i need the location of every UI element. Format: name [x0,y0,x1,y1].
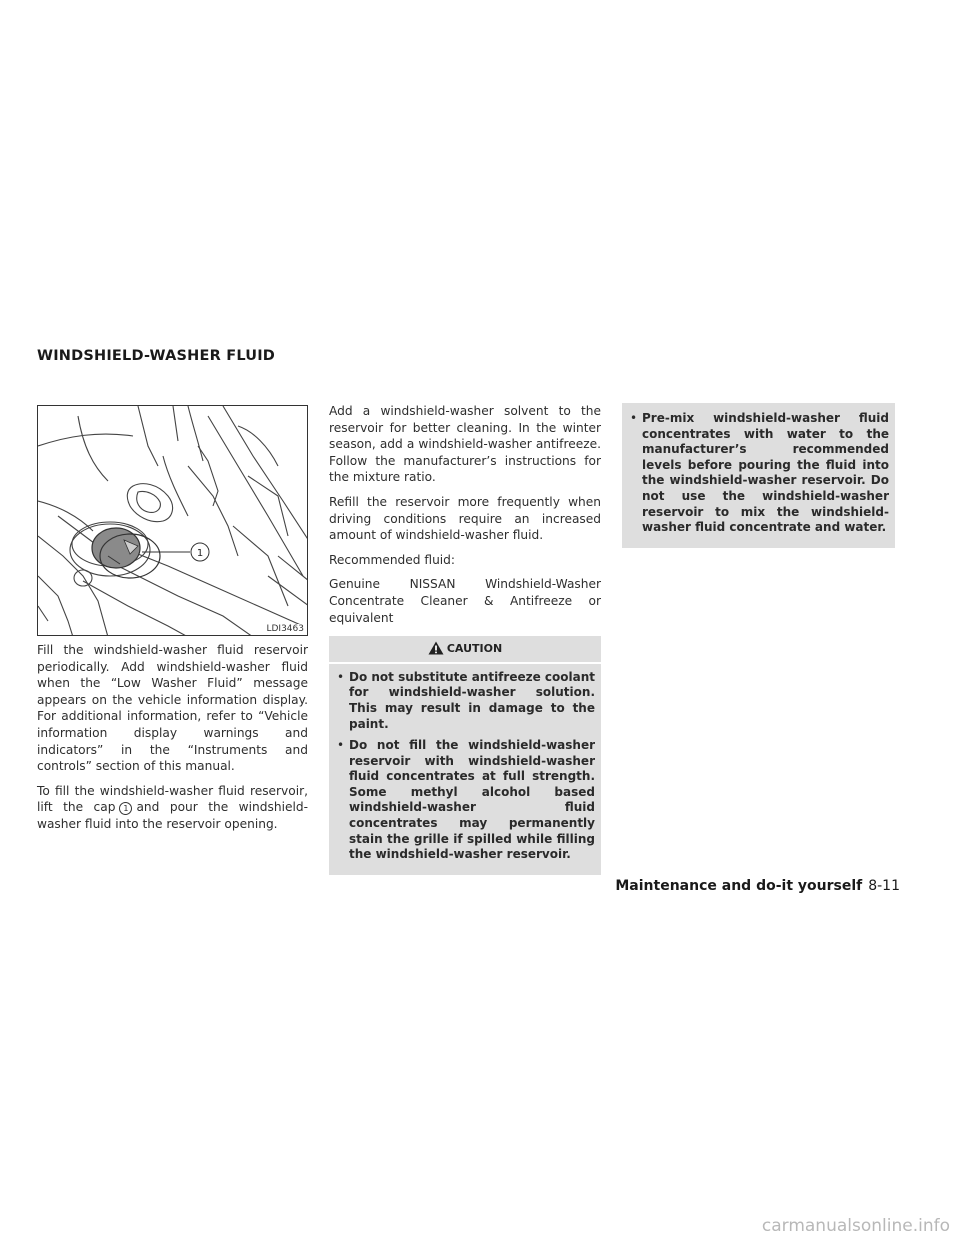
footer-page-number: 8-11 [868,878,900,894]
paragraph-refill: Refill the reservoir more frequently when driving conditions require an increased amount of windshield-washer fluid. [329,494,601,543]
warning-triangle-icon [428,641,444,655]
caution-heading [329,636,601,664]
callout-number: 1 [196,548,204,559]
caution-box-continued [622,403,895,548]
caution-item: • Do not fill the windshield-washer reservoir with windshield-washer fluid concentrates at full strength. Some methyl alcohol based windshield-washer fluid concentrates may permanently stain the grille if spilled while filling the windshield-washer reservoir. [337,738,595,863]
paragraph-fill-instructions [37,783,308,833]
paragraph-recommended-fluid: Genuine NISSAN Windshield-Washer Concentrate Cleaner & Antifreeze or equivalent [329,577,601,625]
column-middle [329,403,601,875]
column-right [622,403,895,548]
engine-bay-illustration [37,405,308,636]
caution-item: • Do not substitute antifreeze coolant for windshield-washer solution. This may result in damage to the paint. [337,670,595,732]
paragraph-solvent: Add a windshield-washer solvent to the reservoir for better cleaning. In the winter season, add a windshield-washer antifreeze. Follow the manufacturer’s instructions for the mixture ratio. [329,404,601,485]
caution-item: • Pre-mix windshield-washer fluid concentrates with water to the manufacturer’s recommended levels before pouring the fluid into the windshield-washer reservoir. Do not use the windshield-washer reservoir to mix the windshield-washer fluid concentrate and water. [630,411,889,536]
caution-box [329,636,601,875]
fill-text-before: To fill the windshield-washer fluid reservoir, lift the cap [37,783,308,815]
paragraph-recommended-label: Recommended fluid: [329,552,456,567]
footer-chapter-title: Maintenance and do-it yourself [615,878,863,894]
fill-text-after: and pour the windshield-washer fluid into the reservoir opening. [37,800,308,831]
section-title: WINDSHIELD-WASHER FLUID [37,348,276,364]
cap-callout-ref: 1 [119,802,132,815]
caution-list-continued [622,405,895,536]
site-watermark: carmanualsonline.info [761,1216,950,1236]
reservoir-cap-drawing [38,406,308,636]
page-footer [600,878,900,894]
column-left [37,642,308,841]
paragraph-fill-periodically: Fill the windshield-washer fluid reservoir periodically. Add windshield-washer fluid when the “Low Washer Fluid” message appears on the vehicle information display. For additional information, refer to “Vehicle information display warnings and indicators” in the “Instruments and controls” section of this manual. [37,643,308,774]
caution-list [329,664,601,863]
caution-title: CAUTION [446,642,503,656]
figure-code: LDI3463 [266,624,304,634]
